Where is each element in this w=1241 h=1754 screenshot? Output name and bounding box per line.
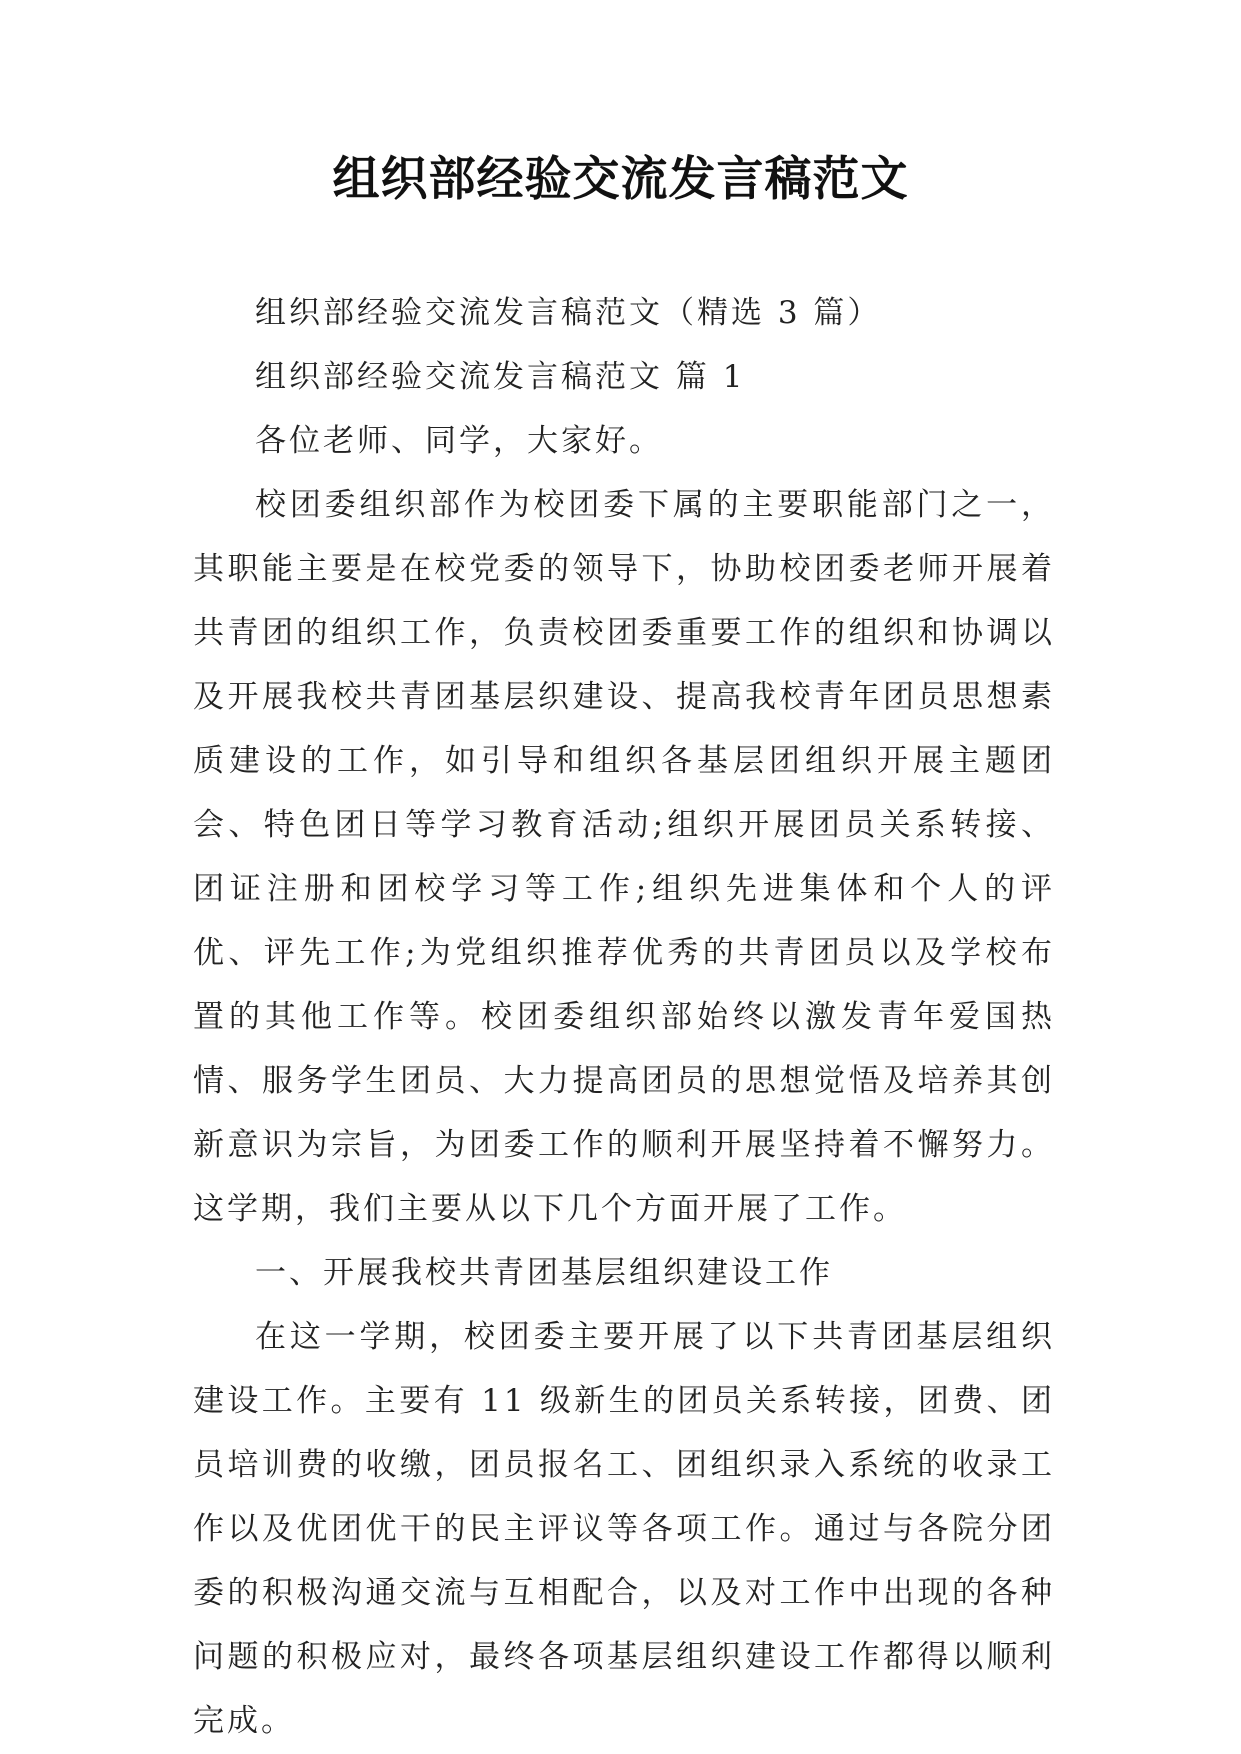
page-title: 组织部经验交流发言稿范文 [332, 152, 909, 207]
section-heading: 组织部经验交流发言稿范文 篇 1 [255, 359, 746, 395]
body-paragraph: 校团委组织部作为校团委下属的主要职能部门之一，其职能主要是在校党委的领导下，协助校团委老师开展着共青团的组织工作，负责校团委重要工作的组织和协调以及开展我校共青团基层织建设、提高我校青年团员思想素质建设的工作，如引导和组织各基层团组织开展主题团会、特色团日等学习教育活动;组织开展团员关系转接、团证注册和团校学习等工作;组织先进集体和个人的评优、评先工作;为党组织推荐优秀的共青团员以及学校布置的其他工作等。校团委组织部始终以激发青年爱国热情、服务学生团员、大力提高团员的思想觉悟及培养其创新意识为宗旨，为团委工作的顺利开展坚持着不懈努力。这学期，我们主要从以下几个方面开展了工作。 [193, 487, 1055, 1227]
subtitle-paragraph: 组织部经验交流发言稿范文（精选 3 篇） [255, 295, 882, 331]
body-paragraph: 在这一学期，校团委主要开展了以下共青团基层组织建设工作。主要有 11 级新生的团员关系转接，团费、团员培训费的收缴，团员报名工、团组织录入系统的收录工作以及优团优干的民主评议等各项工作。通过与各院分团委的积极沟通交流与互相配合，以及对工作中出现的各种问题的积极应对，最终各项基层组织建设工作都得以顺利完成。 [193, 1319, 1055, 1739]
greeting-paragraph: 各位老师、同学，大家好。 [255, 423, 663, 459]
subsection-heading: 一、开展我校共青团基层组织建设工作 [255, 1255, 833, 1291]
document-body [193, 281, 1055, 1753]
